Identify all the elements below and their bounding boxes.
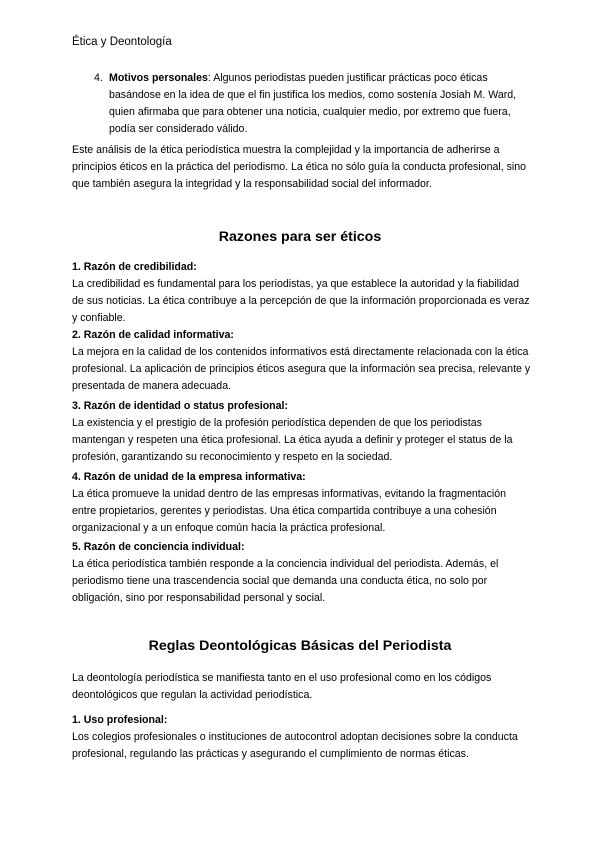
- section-heading-reglas: Reglas Deontológicas Básicas del Periodista: [148, 638, 452, 654]
- reason-title: 2. Razón de calidad informativa:: [72, 329, 234, 341]
- reason-text: La ética periodística también responde a la conciencia individual del periodista. Además, el periodismo tiene una trascendencia social que demanda una conducta ética, no solo por obligación, sino por responsabilidad personal y social.: [72, 558, 499, 604]
- rule-text: Los colegios profesionales o instituciones de autocontrol adoptan decisiones sobre la conducta profesional, regulando las prácticas y asegurando el cumplimiento de normas éticas.: [72, 731, 518, 760]
- reason-title: 3. Razón de identidad o status profesional:: [72, 400, 289, 412]
- rule-title: 1. Uso profesional:: [72, 714, 168, 726]
- reason-text: La credibilidad es fundamental para los periodistas, ya que establece la autoridad y la fiabilidad de sus noticias. La ética contribuye a la percepción de que la información proporcionada es veraz y confiable.: [72, 278, 530, 324]
- reason-block-1: [72, 259, 532, 327]
- reglas-intro-paragraph: La deontología periodística se manifiesta tanto en el uso profesional como en los códigos deontológicos que regulan la actividad periodística.: [72, 672, 492, 701]
- rule-block-1: [72, 712, 532, 763]
- reason-block-4: [72, 469, 532, 537]
- reason-block-2: [72, 327, 532, 395]
- reason-block-3: [72, 398, 532, 466]
- list-item-title: Motivos personales: [109, 72, 208, 84]
- section-heading-razones: Razones para ser éticos: [218, 229, 382, 245]
- reason-text: La existencia y el prestigio de la profesión periodística dependen de que los periodistas mantengan y respeten una ética profesional. La ética ayuda a definir y proteger el status de la profesión, garantizando su reconocimiento y respeto en la sociedad.: [72, 417, 513, 463]
- reason-title: 5. Razón de conciencia individual:: [72, 541, 245, 553]
- list-item-motivos-personales: [94, 70, 534, 138]
- reason-title: 4. Razón de unidad de la empresa informativa:: [72, 471, 306, 483]
- reason-title: 1. Razón de credibilidad:: [72, 261, 197, 273]
- reason-block-5: [72, 539, 532, 607]
- list-item-text: : Algunos periodistas pueden justificar prácticas poco éticas basándose en la idea de que el fin justifica los medios, como sostenía Josiah M. Ward, quien afirmaba que para obtener una noticia, cualquier medio, por extremo que fuera, podía ser considerado válido.: [109, 72, 517, 135]
- reason-text: La ética promueve la unidad dentro de las empresas informativas, evitando la fragmentación entre propietarios, gerentes y periodistas. Una ética compartida contribuye a una cohesión organizacional y a un enfoque común hacia la práctica profesional.: [72, 488, 507, 534]
- list-number: 4.: [94, 72, 103, 84]
- intro-paragraph: Este análisis de la ética periodística muestra la complejidad y la importancia de adherirse a principios éticos en la práctica del periodismo. La ética no sólo guía la conducta profesional, sino que también asegura la integridad y la responsabilidad social del informador.: [72, 144, 527, 190]
- list-item-content: [109, 70, 534, 138]
- reason-text: La mejora en la calidad de los contenidos informativos está directamente relacionada con la ética profesional. La aplicación de principios éticos asegura que la información sea precisa, relevante y presentada de manera adecuada.: [72, 346, 531, 392]
- page-header: Ética y Deontología: [72, 36, 172, 48]
